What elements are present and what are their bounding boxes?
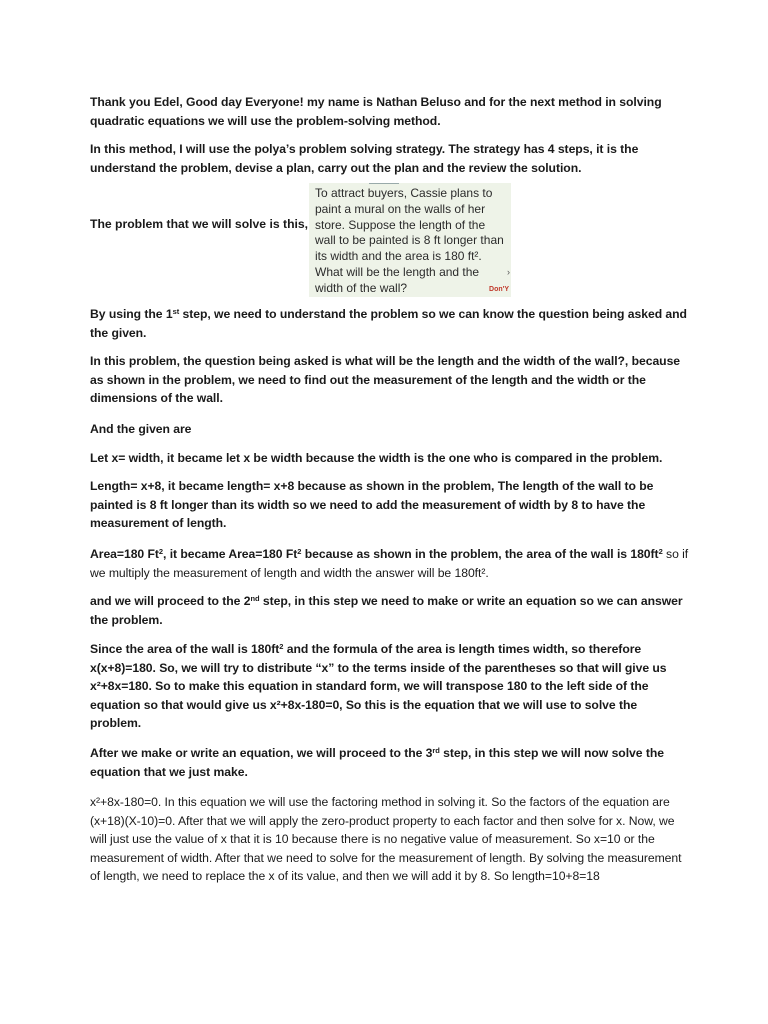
equation-sup: 2 (279, 642, 284, 651)
area-sup-2: 2 (297, 547, 302, 556)
step1-text-a: By using the 1 (90, 307, 173, 321)
paragraph-let-x (90, 449, 690, 468)
paragraph-step1 (90, 305, 690, 342)
area-text-a: Area=180 Ft (90, 547, 159, 561)
paragraph-question (90, 352, 690, 408)
equation-text-b: and the formula of the area is length times width, so therefore x(x+8)=180. So, we will try to distribute “x” to the terms inside of the parentheses so that will give us x²+8x=180. So to make this equation in standard form, we will transpose 180 to the left side of the equation so that would give us x²+8x-180=0, So this is the equation that we will use to solve the problem. (90, 642, 667, 730)
problem-image-text: To attract buyers, Cassie plans to paint a mural on the walls of her store. Suppose the length of the wall to be painted is 8 ft longer than its width and the area is 180 ft². What will be the length and the width of the wall? (315, 186, 504, 295)
step2-text-a: and we will proceed to the 2 (90, 594, 251, 608)
paragraph-given-heading (90, 420, 690, 439)
image-logo: Don'​Y (489, 286, 509, 293)
problem-lead-text: The problem that we will solve is this, (90, 217, 309, 231)
paragraph-question-text: In this problem, the question being asked is what will be the length and the width of the wall?, because as shown in the problem, we need to find out the measurement of the length and the width or the dimensions of the wall. (90, 354, 681, 405)
paragraph-method (90, 140, 690, 177)
paragraph-method-text: In this method, I will use the polya’s problem solving strategy. The strategy has 4 steps, it is the understand the problem, devise a plan, carry out the plan and the review the solution. (90, 142, 639, 175)
step1-text-b: step, we need to understand the problem so we can know the question being asked and the given. (90, 307, 687, 340)
step2-ordinal: nd (250, 594, 260, 603)
step3-text-b: step, in this step we will now solve the equation that we just make. (90, 746, 664, 779)
paragraph-step3 (90, 744, 690, 781)
solution-text: x²+8x-180=0. In this equation we will use the factoring method in solving it. So the factors of the equation are (x+18)(X-10)=0. After that we will apply the zero-product property to each factor and then solve for x. Now, we will just use the value of x that it is 10 because there is no negative value of measurement. So x=10 or the measurement of width. After that we need to solve for the measurement of length. By solving the measurement of length, we need to replace the x of its value, and then we will add it by 8. So length=10+8=18 (90, 795, 682, 883)
paragraph-equation (90, 640, 690, 733)
paragraph-area (90, 545, 690, 582)
length-text: Length= x+8, it became length= x+8 because as shown in the problem, The length of the wall to be painted is 8 ft longer than its width so we need to add the measurement of width by 8 to have the measurement of length. (90, 479, 654, 530)
area-sup-3: 2 (658, 547, 663, 556)
image-top-line (369, 183, 399, 184)
area-text-c: because as shown in the problem, the area of the wall is 180ft (301, 547, 659, 561)
paragraph-step2 (90, 592, 690, 629)
area-text-b: , it became Area=180 Ft (163, 547, 298, 561)
given-heading-text: And the given are (90, 422, 192, 436)
paragraph-solution (90, 793, 690, 886)
equation-text-a: Since the area of the wall is 180ft (90, 642, 280, 656)
arrow-icon: › (507, 267, 510, 277)
area-sup-1: 2 (158, 547, 164, 556)
paragraph-intro-text: Thank you Edel, Good day Everyone! my name is Nathan Beluso and for the next method in solving quadratic equations we will use the problem-solving method. (90, 95, 662, 128)
area-text-d: so if we multiply the measurement of length and width the answer will be 180ft². (90, 547, 689, 580)
step3-text-a: After we make or write an equation, we will proceed to the 3 (90, 746, 433, 760)
step2-text-b: step, in this step we need to make or write an equation so we can answer the problem. (90, 594, 683, 627)
paragraph-length (90, 477, 690, 533)
let-x-text: Let x= width, it became let x be width because the width is the one who is compared in the problem. (90, 451, 663, 465)
step1-ordinal: st (172, 307, 180, 316)
step3-ordinal: rd (432, 746, 440, 755)
problem-image (309, 183, 511, 297)
paragraph-intro (90, 93, 690, 130)
